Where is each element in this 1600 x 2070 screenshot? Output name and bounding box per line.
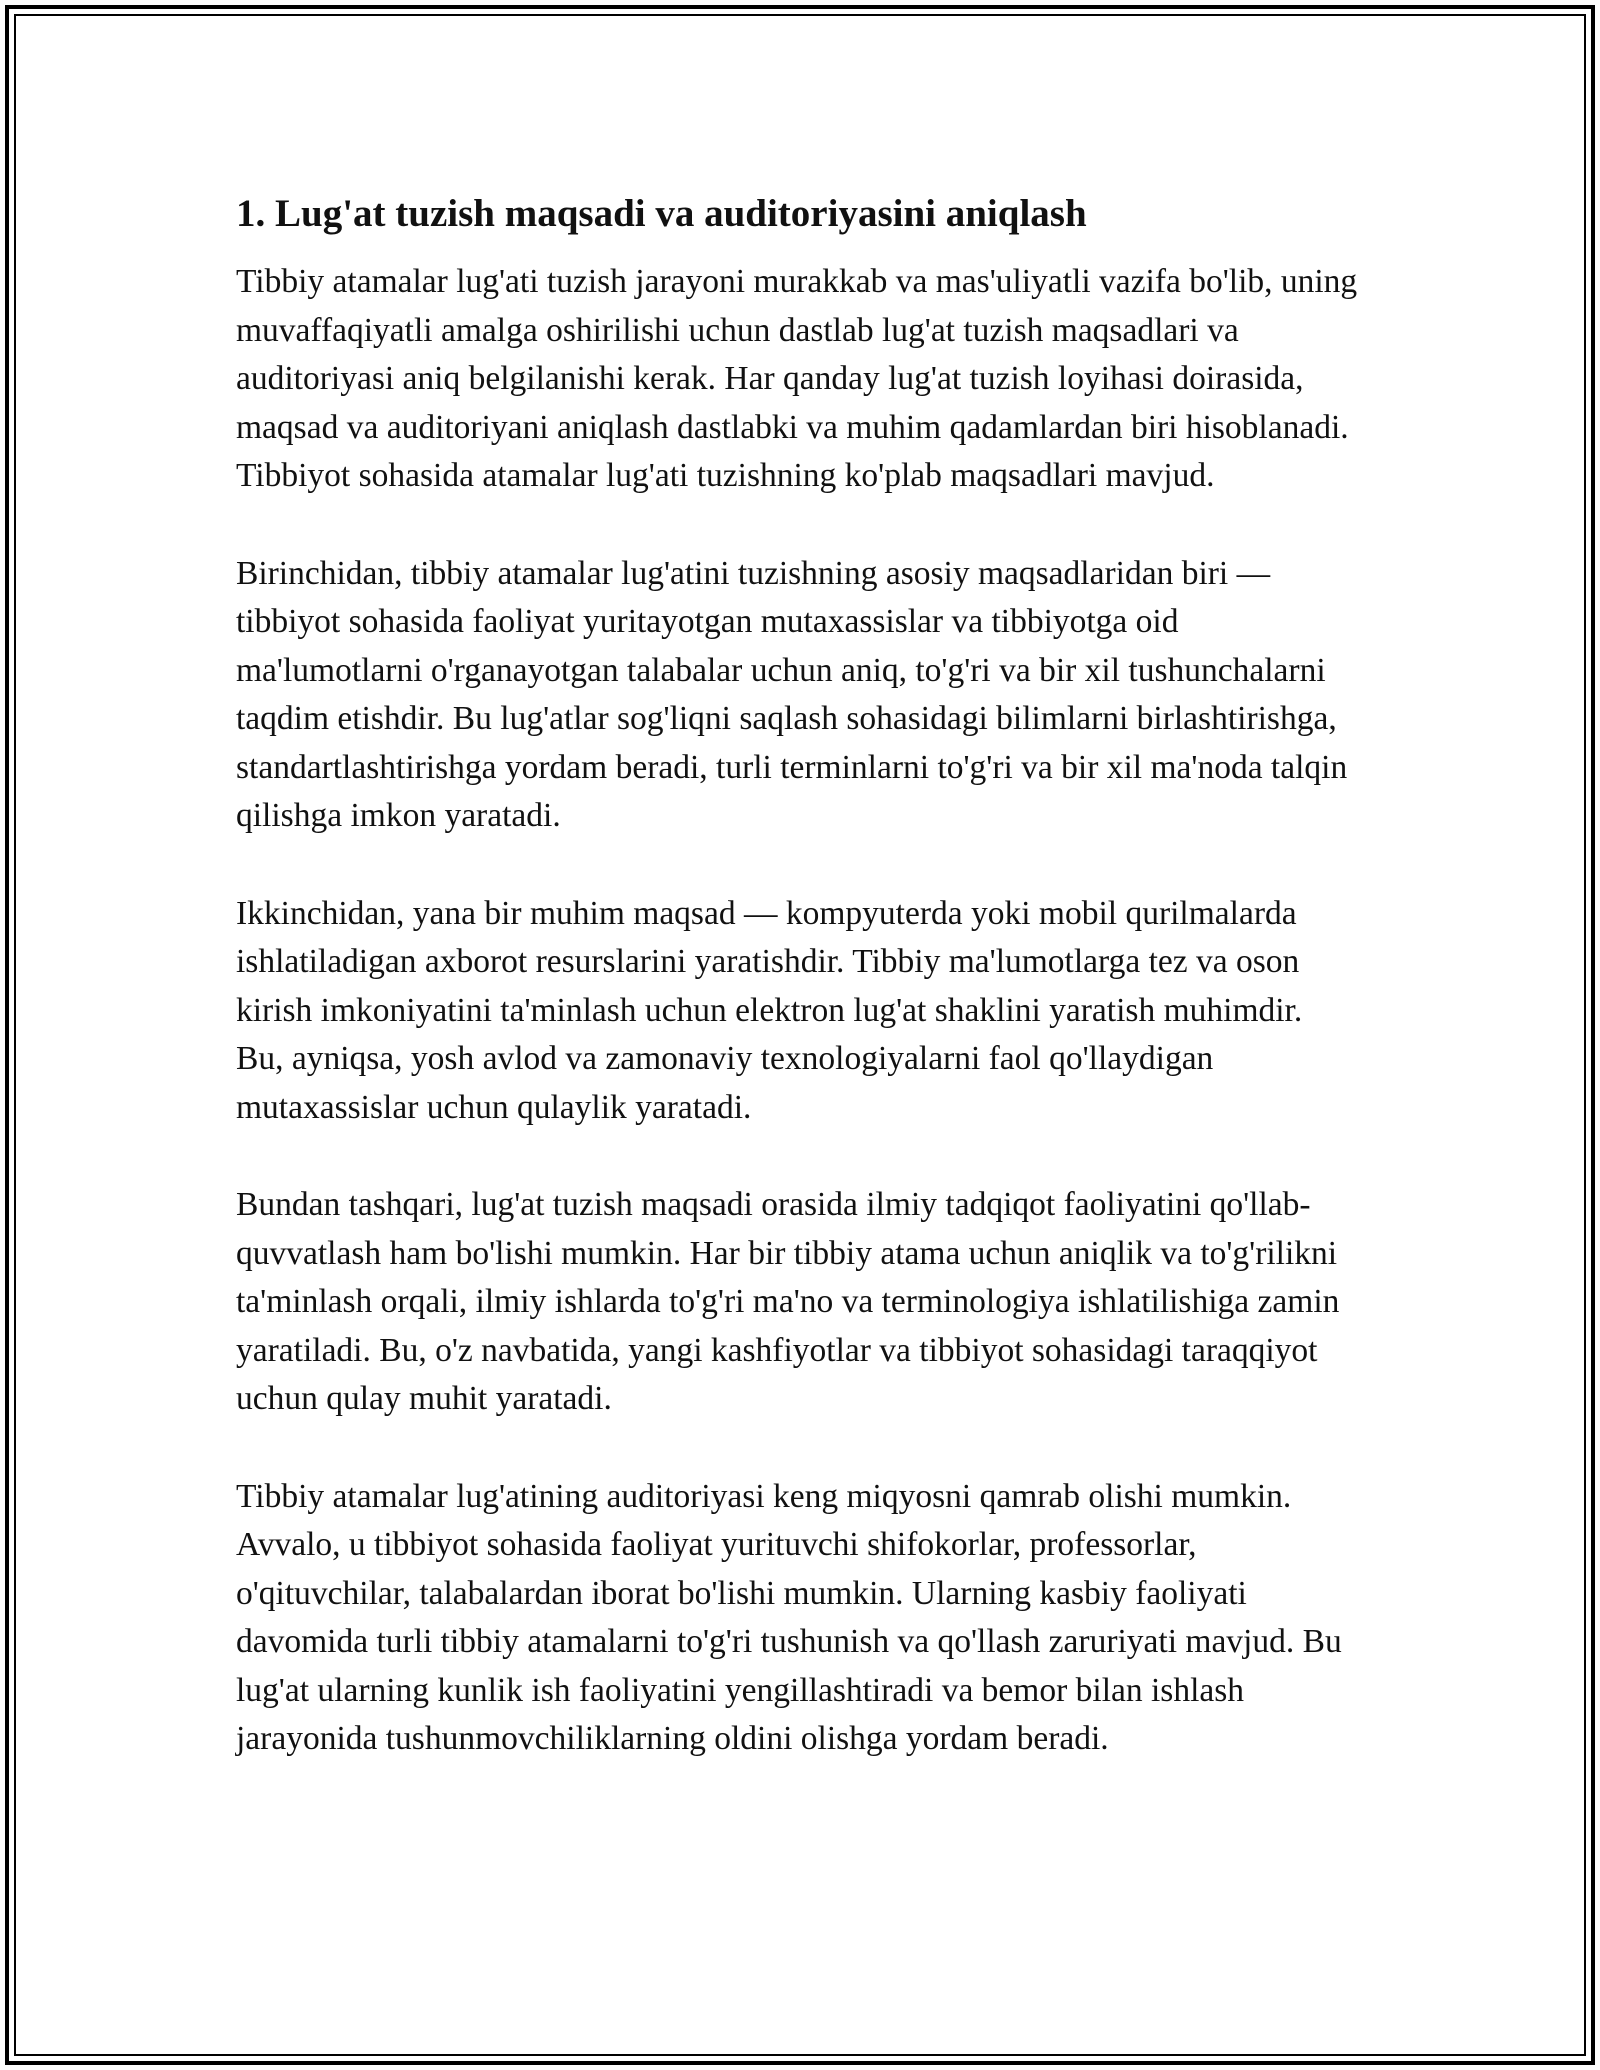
document-body xyxy=(236,185,1358,1764)
paragraph-purpose-intro: Tibbiy atamalar lug'ati tuzish jarayoni murakkab va mas'uliyatli vazifa bo'lib, uning muvaffaqiyatli amalga oshirilishi uchun dastlab lug'at tuzish maqsadlari va auditoriyasi aniq belgilanishi kerak. Har qanday lug'at tuzish loyihasi doirasida, maqsad va auditoriyani aniqlash dastlabki va muhim qadamlardan biri hisoblanadi. Tibbiyot sohasida atamalar lug'ati tuzishning ko'plab maqsadlari mavjud. xyxy=(236,263,1358,494)
paragraph-audience: Tibbiy atamalar lug'atining auditoriyasi keng miqyosni qamrab olishi mumkin. Avvalo, u tibbiyot sohasida faoliyat yurituvchi shifokorlar, professorlar, o'qituvchilar, talabalardan iborat bo'lishi mumkin. Ularning kasbiy faoliyati davomida turli tibbiy atamalarni to'g'ri tushunish va qo'llash zaruriyati mavjud. Bu lug'at ularning kunlik ish faoliyatini yengillashtiradi va bemor bilan ishlash jarayonida tushunmovchiliklarning oldini olishga yordam beradi. xyxy=(236,1477,1342,1757)
paragraph-second-goal: Ikkinchidan, yana bir muhim maqsad — kompyuterda yoki mobil qurilmalarda ishlatiladigan axborot resurslarini yaratishdir. Tibbiy ma'lumotlarga tez va oson kirish imkoniyatini ta'minlash uchun elektron lug'at shaklini yaratish muhimdir. Bu, ayniqsa, yosh avlod va zamonaviy texnologiyalarni faol qo'llaydigan mutaxassislar uchun qulaylik yaratadi. xyxy=(236,894,1303,1126)
paragraph-first-goal: Birinchidan, tibbiy atamalar lug'atini tuzishning asosiy maqsadlaridan biri — tibbiyot sohasida faoliyat yuritayotgan mutaxassislar va tibbiyotga oid ma'lumotlarni o'rganayotgan talabalar uchun aniq, to'g'ri va bir xil tushunchalarni taqdim etishdir. Bu lug'atlar sog'liqni saqlash sohasidagi bilimlarni birlashtirishga, standartlashtirishga yordam beradi, turli terminlarni to'g'ri va bir xil ma'noda talqin qilishga imkon yaratadi. xyxy=(236,554,1348,834)
section-heading: 1. Lug'at tuzish maqsadi va auditoriyasini aniqlash xyxy=(236,192,1087,235)
paragraph-research-goal: Bundan tashqari, lug'at tuzish maqsadi orasida ilmiy tadqiqot faoliyatini qo'llab-quvvatlash ham bo'lishi mumkin. Har bir tibbiy atama uchun aniqlik va to'g'rilikni ta'minlash orqali, ilmiy ishlarda to'g'ri ma'no va terminologiya ishlatilishiga zamin yaratiladi. Bu, o'z navbatida, yangi kashfiyotlar va tibbiyot sohasidagi taraqqiyot uchun qulay muhit yaratadi. xyxy=(236,1186,1340,1417)
